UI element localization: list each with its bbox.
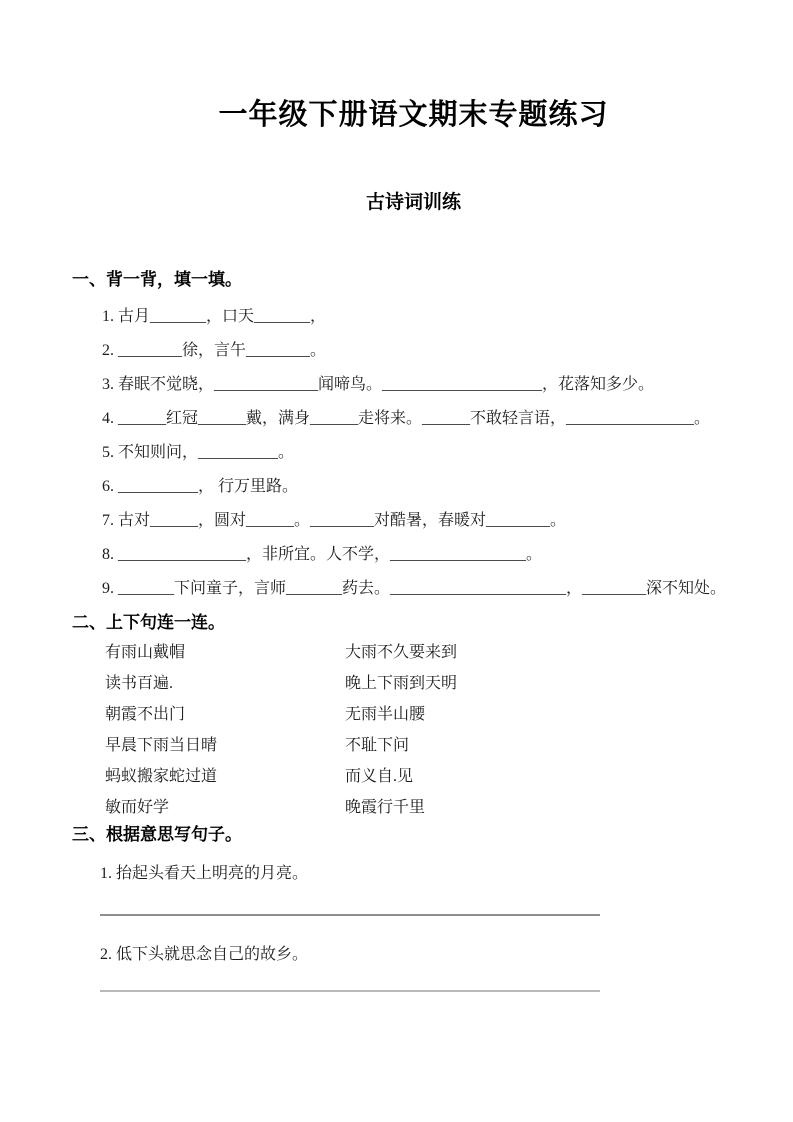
fill-item-3: 3. 春眠不觉晓，_____________闻啼鸟。____________________，花落知多少。 xyxy=(102,376,655,393)
match-right: 不耻下问 xyxy=(345,737,410,754)
fill-item-8: 8. ________________，非所宜。人不学，_________________。 xyxy=(102,546,543,563)
page-subtitle: 古诗词训练 xyxy=(365,192,461,213)
match-left: 早晨下雨当日晴 xyxy=(105,737,218,754)
match-row xyxy=(105,637,755,668)
match-right: 无雨半山腰 xyxy=(345,706,426,723)
page-title: 一年级下册语文期末专题练习 xyxy=(218,99,609,131)
match-left: 读书百遍. xyxy=(105,675,174,692)
match-right: 晚霞行千里 xyxy=(345,799,426,816)
fill-item-6: 6. __________， 行万里路。 xyxy=(102,478,299,495)
fill-item-9: 9. _______下问童子，言师_______药去。______________________，________深不知处。 xyxy=(102,580,727,597)
match-row xyxy=(105,730,755,761)
match-row xyxy=(105,699,755,730)
answer-line-1 xyxy=(100,914,600,916)
fill-item-4: 4. ______红冠______戴，满身______走将来。______不敢轻言语，________________。 xyxy=(102,410,711,427)
section-two-heading: 二、上下句连一连。 xyxy=(72,613,225,632)
fill-item-7: 7. 古对______，圆对______。________对酷暑，春暖对________。 xyxy=(102,512,567,529)
match-row xyxy=(105,792,755,823)
match-right: 而义自.见 xyxy=(345,768,414,785)
section-one-items xyxy=(102,300,755,606)
write-item-1: 1. 抬起头看天上明亮的月亮。 xyxy=(100,865,309,882)
match-left: 朝霞不出门 xyxy=(105,706,186,723)
fill-item-1: 1. 古月_______，口天_______， xyxy=(102,308,327,325)
fill-item-5: 5. 不知则问，__________。 xyxy=(102,444,295,461)
match-right: 晚上下雨到天明 xyxy=(345,675,458,692)
answer-line-2 xyxy=(100,990,600,992)
match-right: 大雨不久要来到 xyxy=(345,644,458,661)
match-left: 蚂蚁搬家蛇过道 xyxy=(105,768,218,785)
match-left: 敏而好学 xyxy=(105,799,170,816)
match-row xyxy=(105,668,755,699)
match-row xyxy=(105,761,755,792)
write-item-2: 2. 低下头就思念自己的故乡。 xyxy=(100,946,309,963)
fill-item-2: 2. ________徐，言午________。 xyxy=(102,342,327,359)
match-left: 有雨山戴帽 xyxy=(105,644,186,661)
section-one-heading: 一、背一背，填一填。 xyxy=(72,270,242,289)
section-two-match-list xyxy=(105,637,755,823)
section-three-heading: 三、根据意思写句子。 xyxy=(72,825,242,844)
